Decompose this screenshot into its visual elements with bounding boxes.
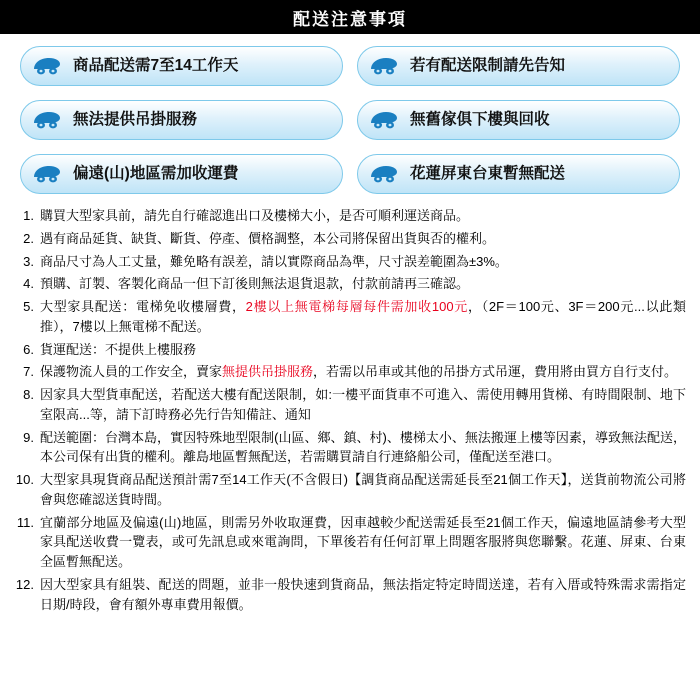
note-number: 6. bbox=[23, 341, 34, 357]
badge-label: 若有配送限制請先告知 bbox=[410, 57, 566, 75]
note-segment: 配送範圍：台灣本島，實因特殊地型限制(山區、鄉、鎮、村)、樓梯太小、無法搬運上樓等因素，導致無法配送，本公司保有出貨的權利。離島地區暫無配送，若需購買請自行連絡船公司，僅配送至港口。 bbox=[40, 429, 686, 465]
note-highlight: 無提供吊掛服務 bbox=[222, 364, 314, 380]
badge-item bbox=[357, 100, 680, 140]
note-item bbox=[14, 428, 686, 468]
note-segment: 保護物流人員的工作安全，賣家 bbox=[40, 364, 223, 380]
note-item bbox=[14, 297, 686, 337]
truck-icon bbox=[369, 162, 399, 186]
badge-label: 無舊傢俱下樓與回收 bbox=[410, 111, 550, 129]
page-header bbox=[0, 0, 700, 34]
notes-list bbox=[0, 200, 700, 614]
note-number: 9. bbox=[23, 429, 34, 445]
note-number: 8. bbox=[23, 387, 34, 402]
note-number: 11. bbox=[16, 514, 34, 530]
note-item bbox=[14, 385, 686, 425]
badge-label: 花蓮屏東台東暫無配送 bbox=[410, 165, 566, 183]
note-item bbox=[14, 362, 686, 382]
truck-icon bbox=[369, 108, 399, 132]
note-item bbox=[14, 470, 686, 510]
note-text bbox=[40, 362, 686, 382]
note-text bbox=[40, 470, 686, 510]
badge-label: 偏遠(山)地區需加收運費 bbox=[73, 165, 239, 183]
note-number: 5. bbox=[23, 299, 34, 314]
note-text bbox=[40, 513, 686, 572]
note-highlight: 2樓以上無電梯每層每件需加收100元 bbox=[245, 299, 468, 314]
page-title: 配送注意事項 bbox=[293, 9, 407, 29]
note-segment: 遇有商品延貨、缺貨、斷貨、停產、價格調整，本公司將保留出貨與否的權利。 bbox=[40, 230, 496, 246]
note-number: 7. bbox=[23, 364, 34, 380]
note-segment: 大型家具配送：電梯免收樓層費， bbox=[40, 299, 246, 314]
note-text bbox=[40, 340, 686, 360]
note-text bbox=[40, 206, 686, 226]
note-item bbox=[14, 575, 686, 615]
note-segment: 預購、訂製、客製化商品一但下訂後則無法退貨退款，付款前請再三確認。 bbox=[40, 276, 470, 292]
badge-grid bbox=[0, 34, 700, 200]
note-item bbox=[14, 513, 686, 572]
note-item bbox=[14, 274, 686, 294]
note-text bbox=[40, 274, 686, 294]
note-number: 12. bbox=[15, 576, 34, 592]
note-text bbox=[40, 385, 686, 425]
truck-icon bbox=[32, 162, 62, 186]
note-item bbox=[14, 229, 686, 249]
note-number: 4. bbox=[23, 276, 34, 292]
note-item bbox=[14, 252, 686, 272]
note-segment: 宜蘭部分地區及偏遠(山)地區，則需另外收取運費，因車越較少配送需延長至21個工作天，偏遠地區請參考大型家具配送收費一覽表，或可先訊息或來電詢問，下單後若有任何訂單上問題客服將與您聯繫。花蓮、屏東、台東全區暫無配送。 bbox=[40, 514, 686, 569]
badge-item bbox=[20, 154, 343, 194]
note-number: 3. bbox=[23, 253, 34, 269]
note-item bbox=[14, 340, 686, 360]
note-segment: 購買大型家具前，請先自行確認進出口及樓梯大小，是否可順利運送商品。 bbox=[40, 208, 470, 223]
note-segment: 大型家具現貨商品配送預計需7至14工作天(不含假日)【調貨商品配送需延長至21個工作天】，送貨前物流公司將會與您確認送貨時間。 bbox=[40, 472, 686, 507]
note-segment: 商品尺寸為人工丈量，難免略有誤差，請以實際商品為準，尺寸誤差範圍為±3%。 bbox=[40, 253, 508, 269]
note-segment: 因大型家具有組裝、配送的問題，並非一般快速到貨商品，無法指定特定時間送達，若有入厝或特殊需求需指定日期/時段，會有額外專車費用報價。 bbox=[40, 576, 686, 612]
note-number: 10. bbox=[15, 472, 34, 487]
truck-icon bbox=[32, 54, 62, 78]
note-number: 2. bbox=[23, 230, 34, 246]
badge-label: 商品配送需7至14工作天 bbox=[73, 57, 239, 75]
note-segment: 貨運配送：不提供上樓服務 bbox=[40, 341, 197, 357]
badge-item bbox=[20, 46, 343, 86]
badge-item bbox=[357, 46, 680, 86]
note-item bbox=[14, 206, 686, 226]
note-text bbox=[40, 252, 686, 272]
badge-item bbox=[20, 100, 343, 140]
badge-item bbox=[357, 154, 680, 194]
truck-icon bbox=[369, 54, 399, 78]
note-segment: ，（2F＝100元、3F＝200元...以此類推），7樓以上無電梯不配送。 bbox=[40, 299, 686, 334]
truck-icon bbox=[32, 108, 62, 132]
note-text bbox=[40, 229, 686, 249]
note-text bbox=[40, 575, 686, 615]
badge-label: 無法提供吊掛服務 bbox=[73, 111, 198, 129]
note-text bbox=[40, 428, 686, 468]
note-segment: 因家具大型貨車配送，若配送大樓有配送限制，如:一樓平面貨車不可進入、需使用轉用貨梯、有時間限制、地下室限高...等，請下訂時務必先行告知備註、通知 bbox=[40, 387, 686, 422]
note-number: 1. bbox=[23, 208, 34, 223]
note-segment: ，若需以吊車或其他的吊掛方式吊運，費用將由買方自行支付。 bbox=[313, 364, 678, 380]
note-text bbox=[40, 297, 686, 337]
